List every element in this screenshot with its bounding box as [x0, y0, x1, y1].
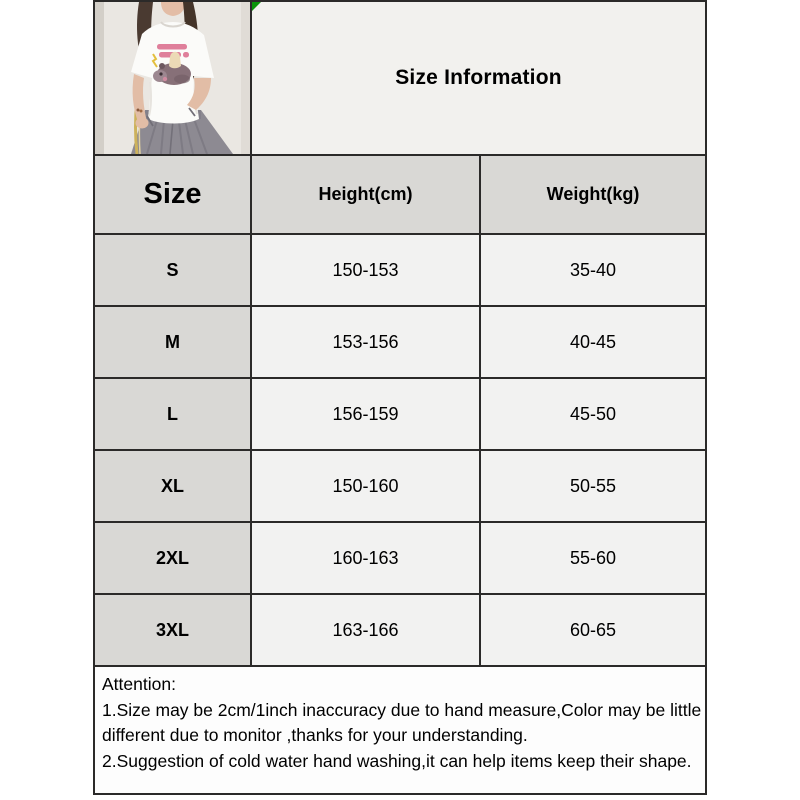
attention-title: Attention:: [102, 674, 176, 694]
bracelet-bead: [140, 110, 143, 113]
size-information-title-cell: [252, 2, 705, 154]
attention-line-2: different due to monitor ,thanks for your understanding.: [102, 725, 528, 745]
weight-value-2xl: 55-60: [481, 523, 705, 593]
attention-note: [95, 667, 705, 793]
attention-line-1: 1.Size may be 2cm/1inch inaccuracy due to hand measure,Color may be little: [102, 699, 702, 720]
height-value-xl: 150-160: [252, 451, 479, 521]
print-hamster-ear: [159, 63, 165, 69]
size-label-3xl: 3XL: [95, 595, 250, 665]
photo-right-shading: [241, 2, 250, 154]
size-label-xl: XL: [95, 451, 250, 521]
page-title: Size Information: [395, 66, 562, 89]
height-value-l: 156-159: [252, 379, 479, 449]
size-chart-sheet: [93, 0, 707, 795]
column-header-weight: Weight(kg): [481, 156, 705, 233]
model-left-hand: [136, 118, 149, 129]
height-value-s: 150-153: [252, 235, 479, 305]
column-header-height: Height(cm): [252, 156, 479, 233]
size-label-s: S: [95, 235, 250, 305]
weight-value-s: 35-40: [481, 235, 705, 305]
print-text-line-1: [157, 44, 187, 50]
bracelet-bead: [137, 109, 140, 112]
weight-value-l: 45-50: [481, 379, 705, 449]
height-value-3xl: 163-166: [252, 595, 479, 665]
print-hamster-cheek: [163, 77, 167, 81]
weight-value-xl: 50-55: [481, 451, 705, 521]
print-hamster-eye: [159, 72, 162, 75]
height-value-m: 153-156: [252, 307, 479, 377]
size-label-m: M: [95, 307, 250, 377]
print-hamster-patch: [174, 75, 190, 84]
height-value-2xl: 160-163: [252, 523, 479, 593]
size-label-2xl: 2XL: [95, 523, 250, 593]
green-corner-marker-icon: [252, 2, 261, 11]
size-label-l: L: [95, 379, 250, 449]
column-header-size: Size: [95, 156, 250, 233]
weight-value-3xl: 60-65: [481, 595, 705, 665]
weight-value-m: 40-45: [481, 307, 705, 377]
photo-left-shading: [95, 2, 104, 154]
model-photo-illustration: [95, 2, 250, 154]
print-text-dot: [183, 52, 189, 58]
product-photo: [95, 2, 250, 154]
attention-line-3: 2.Suggestion of cold water hand washing,it can help items keep their shape.: [102, 750, 692, 771]
